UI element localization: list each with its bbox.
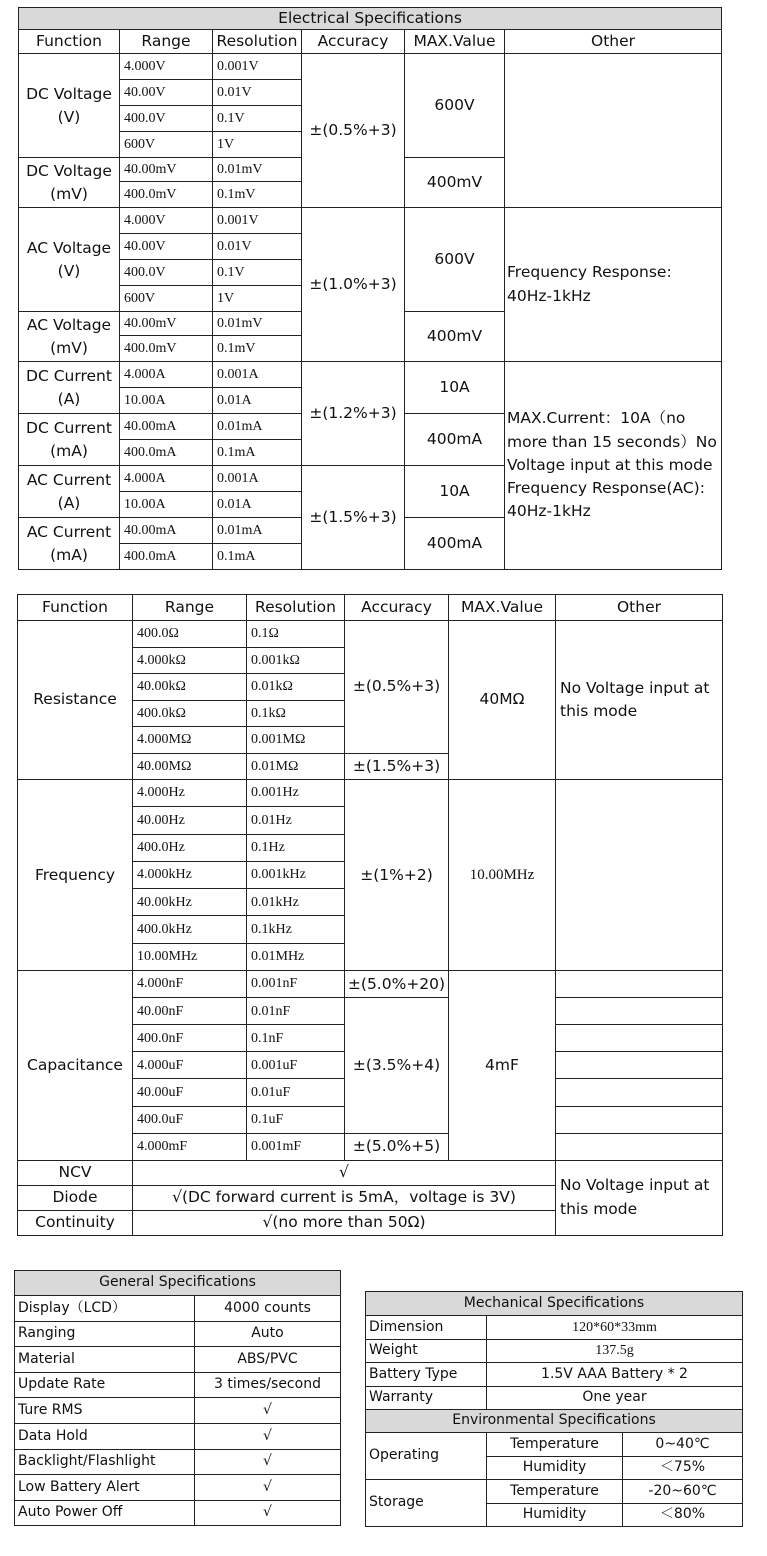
general-value: 4000 counts [195, 1296, 341, 1322]
environmental-temperature-label: Temperature [487, 1433, 623, 1457]
resolution-cell: 0.1kHz [247, 916, 345, 943]
other-capacitance-cell [556, 1133, 723, 1160]
general-spec-title: General Specifications [15, 1271, 341, 1296]
max-dc-voltage-v: 600V [405, 54, 505, 158]
resolution-cell: 0.001nF [247, 971, 345, 998]
resolution-cell: 0.1mA [213, 544, 302, 570]
general-label: Backlight/Flashlight [15, 1449, 195, 1475]
resolution-cell: 0.1mV [213, 336, 302, 362]
storage-humidity-value: ＜80% [623, 1503, 743, 1527]
range-cell: 4.000mF [133, 1133, 247, 1160]
range-cell: 600V [120, 286, 213, 312]
resolution-cell: 1V [213, 286, 302, 312]
other-bottom: No Voltage input at this mode [556, 1160, 723, 1235]
resolution-cell: 0.01kHz [247, 889, 345, 916]
range-cell: 400.0mA [120, 440, 213, 466]
resolution-cell: 0.01A [213, 388, 302, 414]
mechanical-environmental-table [365, 1291, 743, 1527]
resolution-cell: 0.001V [213, 208, 302, 234]
general-value: ABS/PVC [195, 1347, 341, 1373]
max-dc-voltage-mv: 400mV [405, 158, 505, 208]
max-ac-voltage-mv: 400mV [405, 312, 505, 362]
other-capacitance-cell [556, 1106, 723, 1133]
resolution-cell: 1V [213, 132, 302, 158]
resolution-cell: 0.1Hz [247, 834, 345, 861]
resolution-cell: 0.001V [213, 54, 302, 80]
range-cell: 40.00uF [133, 1079, 247, 1106]
header-other: Other [505, 30, 722, 54]
max-dc-current-a: 10A [405, 362, 505, 414]
range-cell: 4.000kHz [133, 861, 247, 888]
range-cell: 10.00A [120, 492, 213, 518]
other-capacitance-cell [556, 1052, 723, 1079]
range-cell: 400.0kΩ [133, 700, 247, 727]
resolution-cell: 0.01nF [247, 998, 345, 1025]
electrical-spec-table-2 [17, 594, 723, 1236]
general-label: Auto Power Off [15, 1500, 195, 1526]
resolution-cell: 0.1V [213, 260, 302, 286]
resolution-cell: 0.01mA [213, 414, 302, 440]
header-resolution: Resolution [247, 595, 345, 621]
range-cell: 40.00mV [120, 158, 213, 182]
max-ac-current-a: 10A [405, 466, 505, 518]
general-label: Update Rate [15, 1372, 195, 1398]
electrical-spec-title: Electrical Specifications [19, 8, 722, 30]
other-current: MAX.Current：10A（no more than 15 seconds）No Voltage input at this mode Frequency Response(AC): 40Hz-1kHz [505, 362, 722, 570]
header-function: Function [18, 595, 133, 621]
range-cell: 4.000V [120, 208, 213, 234]
general-spec-table [14, 1270, 341, 1526]
accuracy-resistance: ±(0.5%+3) [345, 621, 449, 754]
general-label: Ranging [15, 1321, 195, 1347]
range-cell: 40.00kΩ [133, 674, 247, 701]
accuracy-dc-current: ±(1.2%+3) [302, 362, 405, 466]
header-accuracy: Accuracy [345, 595, 449, 621]
other-frequency [556, 780, 723, 971]
range-cell: 4.000nF [133, 971, 247, 998]
range-cell: 4.000Hz [133, 780, 247, 807]
mechanical-label: Warranty [366, 1386, 487, 1410]
mechanical-value: 1.5V AAA Battery * 2 [487, 1363, 743, 1387]
mechanical-value: One year [487, 1386, 743, 1410]
range-cell: 400.0mA [120, 544, 213, 570]
general-label: Data Hold [15, 1423, 195, 1449]
mechanical-label: Weight [366, 1339, 487, 1363]
range-cell: 4.000A [120, 362, 213, 388]
continuity-value: √(no more than 50Ω) [133, 1210, 556, 1235]
header-range: Range [120, 30, 213, 54]
resolution-cell: 0.1kΩ [247, 700, 345, 727]
resolution-cell: 0.01mV [213, 158, 302, 182]
environmental-spec-title: Environmental Specifications [366, 1410, 743, 1433]
environmental-temperature-label: Temperature [487, 1480, 623, 1504]
other-capacitance-cell [556, 1025, 723, 1052]
resolution-cell: 0.01uF [247, 1079, 345, 1106]
range-cell: 10.00MHz [133, 943, 247, 970]
resolution-cell: 0.1nF [247, 1025, 345, 1052]
function-continuity: Continuity [18, 1210, 133, 1235]
resolution-cell: 0.001kΩ [247, 647, 345, 674]
function-dc-current-ma: DC Current (mA) [19, 414, 120, 466]
range-cell: 4.000MΩ [133, 727, 247, 754]
other-ac-voltage: Frequency Response: 40Hz-1kHz [505, 208, 722, 362]
environmental-storage: Storage [366, 1480, 487, 1527]
range-cell: 400.0Hz [133, 834, 247, 861]
operating-humidity-value: ＜75% [623, 1456, 743, 1480]
function-ac-current-ma: AC Current (mA) [19, 518, 120, 570]
range-cell: 40.00mA [120, 518, 213, 544]
max-frequency: 10.00MHz [449, 780, 556, 971]
resolution-cell: 0.001kHz [247, 861, 345, 888]
resolution-cell: 0.01Hz [247, 807, 345, 834]
range-cell: 4.000A [120, 466, 213, 492]
function-dc-current-a: DC Current (A) [19, 362, 120, 414]
resolution-cell: 0.01mA [213, 518, 302, 544]
range-cell: 40.00nF [133, 998, 247, 1025]
general-label: Display（LCD） [15, 1296, 195, 1322]
resolution-cell: 0.01V [213, 80, 302, 106]
other-capacitance-cell [556, 971, 723, 998]
max-ac-current-ma: 400mA [405, 518, 505, 570]
range-cell: 400.0uF [133, 1106, 247, 1133]
resolution-cell: 0.001A [213, 466, 302, 492]
other-dc-voltage [505, 54, 722, 208]
range-cell: 4.000uF [133, 1052, 247, 1079]
range-cell: 400.0nF [133, 1025, 247, 1052]
range-cell: 40.00mV [120, 312, 213, 336]
mechanical-value: 137.5g [487, 1339, 743, 1363]
electrical-spec-table [18, 7, 722, 570]
other-resistance: No Voltage input at this mode [556, 621, 723, 780]
header-accuracy: Accuracy [302, 30, 405, 54]
range-cell: 400.0mV [120, 182, 213, 208]
accuracy-capacitance-mid: ±(3.5%+4) [345, 998, 449, 1133]
accuracy-capacitance-last: ±(5.0%+5) [345, 1133, 449, 1160]
diode-value: √(DC forward current is 5mA，voltage is 3V) [133, 1185, 556, 1210]
general-value: √ [195, 1500, 341, 1526]
resolution-cell: 0.001A [213, 362, 302, 388]
accuracy-capacitance-first: ±(5.0%+20) [345, 971, 449, 998]
resolution-cell: 0.001mF [247, 1133, 345, 1160]
resolution-cell: 0.001Hz [247, 780, 345, 807]
header-max-value: MAX.Value [449, 595, 556, 621]
general-label: Ture RMS [15, 1398, 195, 1424]
environmental-operating: Operating [366, 1433, 487, 1480]
header-max-value: MAX.Value [405, 30, 505, 54]
function-ac-voltage-v: AC Voltage (V) [19, 208, 120, 312]
function-ac-current-a: AC Current (A) [19, 466, 120, 518]
function-resistance: Resistance [18, 621, 133, 780]
header-resolution: Resolution [213, 30, 302, 54]
resolution-cell: 0.1uF [247, 1106, 345, 1133]
header-range: Range [133, 595, 247, 621]
range-cell: 400.0kHz [133, 916, 247, 943]
function-ac-voltage-mv: AC Voltage (mV) [19, 312, 120, 362]
mechanical-label: Battery Type [366, 1363, 487, 1387]
max-capacitance: 4mF [449, 971, 556, 1161]
accuracy-ac-voltage: ±(1.0%+3) [302, 208, 405, 362]
range-cell: 4.000kΩ [133, 647, 247, 674]
operating-temperature-value: 0~40℃ [623, 1433, 743, 1457]
resolution-cell: 0.001MΩ [247, 727, 345, 754]
general-label: Material [15, 1347, 195, 1373]
storage-temperature-value: -20~60℃ [623, 1480, 743, 1504]
header-other: Other [556, 595, 723, 621]
resolution-cell: 0.1mV [213, 182, 302, 208]
range-cell: 40.00kHz [133, 889, 247, 916]
function-capacitance: Capacitance [18, 971, 133, 1161]
range-cell: 400.0Ω [133, 621, 247, 648]
max-dc-current-ma: 400mA [405, 414, 505, 466]
function-dc-voltage-v: DC Voltage (V) [19, 54, 120, 158]
function-dc-voltage-mv: DC Voltage (mV) [19, 158, 120, 208]
resolution-cell: 0.01V [213, 234, 302, 260]
range-cell: 400.0V [120, 260, 213, 286]
resolution-cell: 0.01kΩ [247, 674, 345, 701]
general-value: √ [195, 1449, 341, 1475]
other-capacitance-cell [556, 998, 723, 1025]
range-cell: 40.00mA [120, 414, 213, 440]
resolution-cell: 0.01MΩ [247, 753, 345, 780]
mechanical-value: 120*60*33mm [487, 1316, 743, 1340]
range-cell: 40.00MΩ [133, 753, 247, 780]
general-value: √ [195, 1423, 341, 1449]
header-function: Function [19, 30, 120, 54]
range-cell: 40.00V [120, 80, 213, 106]
general-value: √ [195, 1475, 341, 1501]
function-frequency: Frequency [18, 780, 133, 971]
range-cell: 40.00V [120, 234, 213, 260]
range-cell: 10.00A [120, 388, 213, 414]
ncv-value: √ [133, 1160, 556, 1185]
max-ac-voltage-v: 600V [405, 208, 505, 312]
mechanical-label: Dimension [366, 1316, 487, 1340]
range-cell: 40.00Hz [133, 807, 247, 834]
resolution-cell: 0.1V [213, 106, 302, 132]
range-cell: 4.000V [120, 54, 213, 80]
function-ncv: NCV [18, 1160, 133, 1185]
general-value: 3 times/second [195, 1372, 341, 1398]
resolution-cell: 0.01MHz [247, 943, 345, 970]
resolution-cell: 0.01mV [213, 312, 302, 336]
range-cell: 400.0V [120, 106, 213, 132]
accuracy-dc-voltage: ±(0.5%+3) [302, 54, 405, 208]
general-label: Low Battery Alert [15, 1475, 195, 1501]
range-cell: 400.0mV [120, 336, 213, 362]
accuracy-frequency: ±(1%+2) [345, 780, 449, 971]
general-value: Auto [195, 1321, 341, 1347]
resolution-cell: 0.001uF [247, 1052, 345, 1079]
accuracy-ac-current: ±(1.5%+3) [302, 466, 405, 570]
mechanical-spec-title: Mechanical Specifications [366, 1292, 743, 1316]
resolution-cell: 0.01A [213, 492, 302, 518]
accuracy-resistance-last: ±(1.5%+3) [345, 753, 449, 780]
general-value: √ [195, 1398, 341, 1424]
max-resistance: 40MΩ [449, 621, 556, 780]
resolution-cell: 0.1Ω [247, 621, 345, 648]
function-diode: Diode [18, 1185, 133, 1210]
range-cell: 600V [120, 132, 213, 158]
environmental-humidity-label: Humidity [487, 1503, 623, 1527]
resolution-cell: 0.1mA [213, 440, 302, 466]
other-capacitance-cell [556, 1079, 723, 1106]
environmental-humidity-label: Humidity [487, 1456, 623, 1480]
